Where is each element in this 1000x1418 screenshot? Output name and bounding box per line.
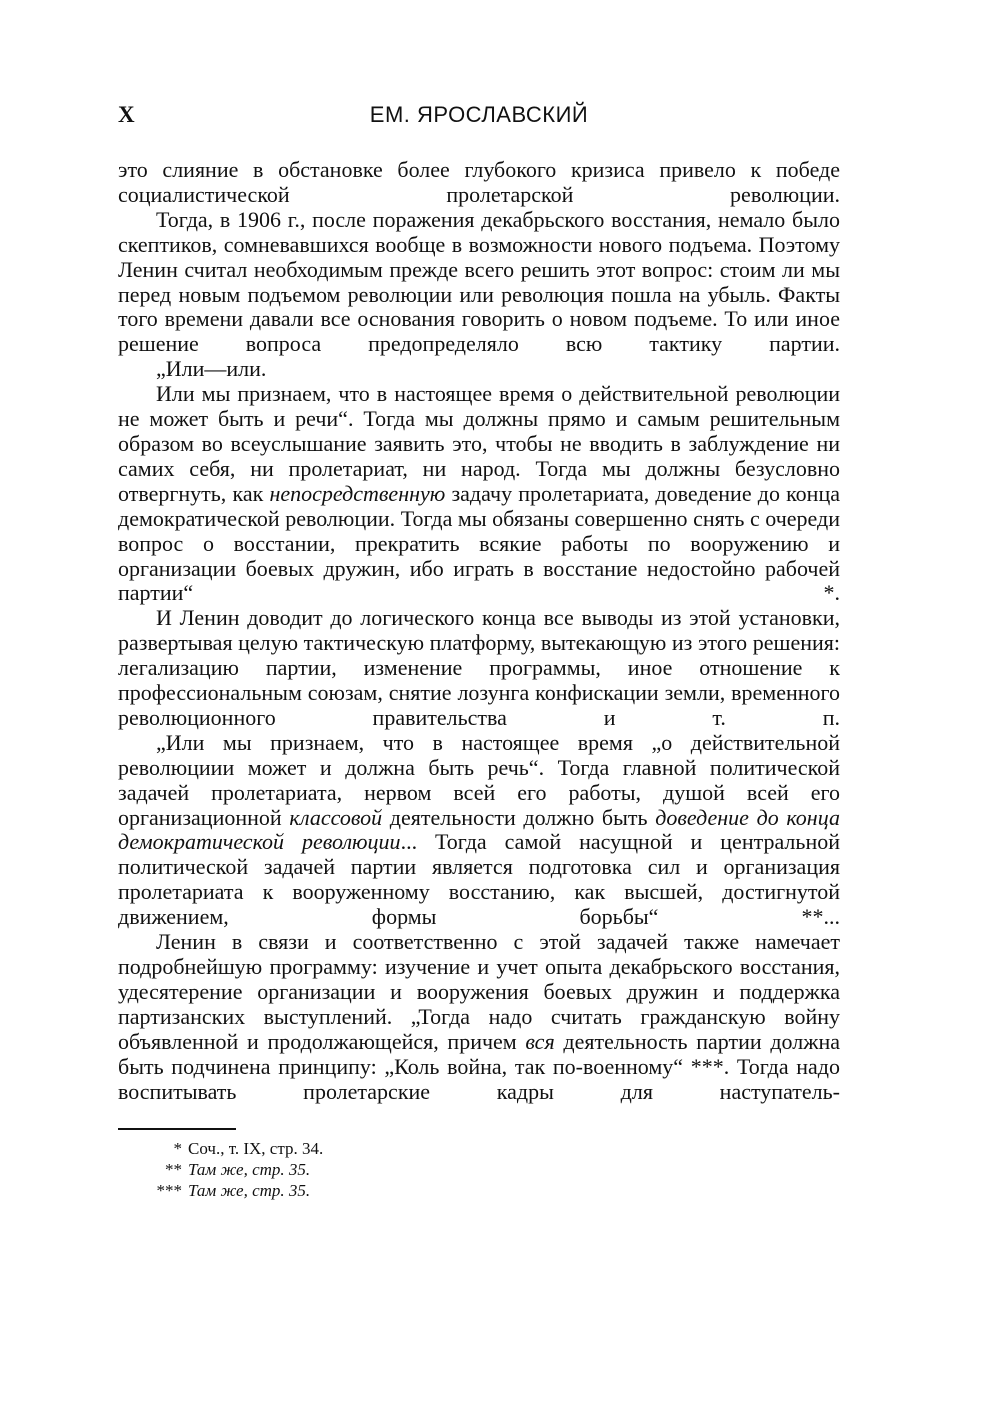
footnote-text: Соч., т. IX, стр. 34. xyxy=(188,1139,324,1159)
footnotes xyxy=(118,1138,840,1201)
paragraph-6-text-a: „Или мы признаем, что в настоящее время „о действительной революциии может и должна быть речь“. Тогда главной политической задачей пролетариата, нервом всей его работы, душой всей его организационной xyxy=(118,729,840,830)
paragraph-6-italic-1: классовой xyxy=(289,804,383,830)
paragraph-4 xyxy=(118,382,840,606)
footnote-3 xyxy=(156,1180,840,1201)
paragraph-3 xyxy=(118,357,840,382)
running-head xyxy=(118,100,840,140)
paragraph-1 xyxy=(118,158,840,208)
body-text xyxy=(118,158,840,1104)
footnote-1 xyxy=(156,1138,840,1159)
paragraph-2 xyxy=(118,208,840,357)
paragraph-4-text-c: задачу пролетариата, доведение до конца демократической революции. Тогда мы обязаны совершенно снять с очереди вопрос о восстании, прекратить всякие работы по вооружению и организации боевых дружин, ибо играть в восстание недостойно рабочей партии“ *. xyxy=(118,480,840,606)
running-title: ЕМ. ЯРОСЛАВСКИЙ xyxy=(369,102,589,127)
footnote-text: Там же, стр. 35. xyxy=(188,1160,311,1180)
footnote-mark: ** xyxy=(165,1160,182,1180)
paragraph-6-text-c: деятельности должно быть xyxy=(382,804,656,830)
paragraph-6 xyxy=(118,731,840,930)
footnote-2 xyxy=(156,1159,840,1180)
paragraph-7-italic: вся xyxy=(525,1028,555,1054)
paragraph-4-italic: непосредственную xyxy=(269,480,446,506)
paragraph-5 xyxy=(118,606,840,731)
page-number: X xyxy=(118,102,135,127)
paragraph-6-italic-2: доведение до конца демократической революции xyxy=(118,804,840,855)
paragraph-7-text-c: деятельность партии должна быть подчинена принципу: „Коль война, так по-военному“ ***. Тогда надо воспитывать пролетарские кадры для наступатель- xyxy=(118,1028,840,1104)
paragraph-4-text-a: Или мы признаем, что в настоящее время о действительной революции не может быть и речи“. Тогда мы должны прямо и самым решительным образом во всеуслышание заявить это, чтобы не вводить в заблуждение ни самих себя, ни пролетариат, ни народ. Тогда мы должны безусловно отвергнуть, как xyxy=(118,381,840,506)
paragraph-2-text: Тогда, в 1906 г., после поражения декабрьского восстания, немало было скептиков, сомневавшихся вообще в возможности нового подъема. Поэтому Ленин считал необходимым прежде всего решить этот вопрос: стоим ли мы перед новым подъемом революции или революция пошла на убыль. Факты того времени давали все основания говорить о новом подъеме. То или иное решение вопроса предопределяло всю тактику партии. xyxy=(118,206,840,357)
paragraph-5-text: И Ленин доводит до логического конца все выводы из этой установки, развертывая целую тактическую платформу, вытекающую из этого решения: легализацию партии, изменение программы, иное отношение к профессиональным союзам, снятие лозунга конфискации земли, временного революционного правительства и т. п. xyxy=(118,605,840,730)
footnote-mark: *** xyxy=(156,1181,182,1201)
book-page xyxy=(118,100,840,1201)
paragraph-7 xyxy=(118,930,840,1104)
paragraph-7-text-a: Ленин в связи и соответственно с этой задачей также намечает подробнейшую программу: изучение и учет опыта декабрьского восстания, удесятерение организации и вооружения боевых дружин и поддержка партизанских выступлений. „Тогда надо считать гражданскую войну объявленной и продолжающейся, причем xyxy=(118,929,840,1054)
paragraph-6-text-e: ... Тогда самой насущной и центральной политической задачей партии является подготовка сил и организация пролетариата к вооруженному восстанию, как высшей, достигнутой движением, формы борьбы“ **... xyxy=(118,829,840,930)
footnote-divider xyxy=(118,1128,236,1130)
footnote-text: Там же, стр. 35. xyxy=(188,1181,311,1201)
paragraph-1-text: это слияние в обстановке более глубокого кризиса привело к победе социалистической пролетарской революции. xyxy=(118,157,840,207)
paragraph-3-text: „Или—или. xyxy=(156,356,267,382)
footnote-mark: * xyxy=(173,1139,182,1159)
